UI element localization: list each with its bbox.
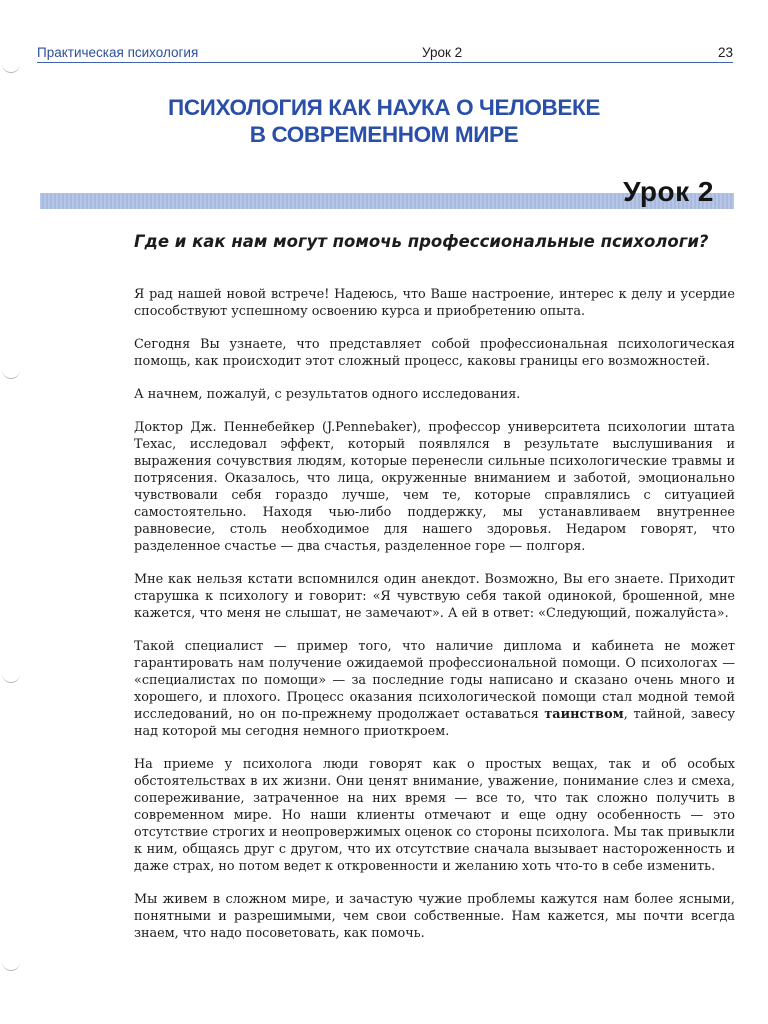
book-title: Практическая психология <box>37 45 199 60</box>
binder-hole-mark <box>2 960 20 971</box>
body-text <box>134 286 735 958</box>
section-subtitle: Где и как нам могут помочь профессиональные психологи? <box>134 232 709 251</box>
lesson-badge: Урок 2 <box>623 176 714 207</box>
paragraph: Доктор Дж. Пеннебейкер (J.Pennebaker), профессор университета психологии штата Техас, исследовал эффект, который появлялся в результате выслушивания и выражения сочувствия людям, которые перенесли сильные психологические травмы и потрясения. Оказалось, что лица, окруженные вниманием и заботой, эмоционально чувствовали себя гораздо лучше, чем те, которые справлялись с ситуацией самостоятельно. Находя чью-либо поддержку, мы устанавливаем внутреннее равновесие, столь необходимое для нашего здоровья. Недаром говорят, что разделенное счастье — два счастья, разделенное горе — полгоря. <box>134 420 735 554</box>
paragraph <box>134 638 735 740</box>
paragraph: На приеме у психолога люди говорят как о простых вещах, так и об особых обстоятельствах в их жизни. Они ценят внимание, уважение, понимание слез и смеха, сопереживание, затраченное на них время — все то, что так сложно получить в современном мире. Но наши клиенты отмечают и еще одну особенность — это отсутствие строгих и неопровержимых оценок со стороны психолога. Мы так привыкли к ним, общаясь друг с другом, что их отсутствие сначала вызывает настороженность и даже страх, но потом ведет к откровенности и желанию хоть что-то в себе изменить. <box>134 757 735 874</box>
chapter-title <box>0 94 768 148</box>
binder-hole-mark <box>2 62 20 73</box>
paragraph-text: Такой специалист — пример того, что наличие диплома и кабинета не может гарантировать нам получение ожидаемой профессиональной помощи. О психологах — «специалистах по помощи» — за последние годы написано и сказано очень много и хорошего, и плохого. Процесс оказания психологической помощи стал модной темой исследований, но он по-прежнему продолжает оставаться <box>134 639 735 722</box>
paragraph: Мне как нельзя кстати вспомнился один анекдот. Возможно, Вы его знаете. Приходит старушка к психологу и говорит: «Я чувствую себя такой одинокой, брошенной, мне кажется, что меня не слышат, не замечают». А ей в ответ: «Следующий, пожалуйста». <box>134 572 735 621</box>
header-lesson-label: Урок 2 <box>422 45 463 60</box>
paragraph-text: , тайной, завесу над которой мы сегодня немного приоткроем. <box>134 707 735 739</box>
chapter-title-line-2: В СОВРЕМЕННОМ МИРЕ <box>249 122 519 147</box>
running-header <box>37 44 733 63</box>
page-number: 23 <box>717 45 733 60</box>
paragraph: Сегодня Вы узнаете, что представляет собой профессиональная психологическая помощь, как происходит этот сложный процесс, каковы границы его возможностей. <box>134 337 735 369</box>
emphasis-term: таинством <box>544 707 624 722</box>
paragraph: Мы живем в сложном мире, и зачастую чужие проблемы кажутся нам более ясными, понятными и разрешимыми, чем свои собственные. Нам кажется, мы почти всегда знаем, что надо посоветовать, как помочь. <box>134 892 735 941</box>
paragraph: Я рад нашей новой встрече! Надеюсь, что Ваше настроение, интерес к делу и усердие способствуют успешному освоению курса и приобретению опыта. <box>134 287 735 319</box>
paragraph: А начнем, пожалуй, с результатов одного исследования. <box>134 387 521 402</box>
binder-hole-mark <box>2 368 20 379</box>
chapter-title-line-1: ПСИХОЛОГИЯ КАК НАУКА О ЧЕЛОВЕКЕ <box>168 95 600 120</box>
binder-hole-mark <box>2 672 20 683</box>
